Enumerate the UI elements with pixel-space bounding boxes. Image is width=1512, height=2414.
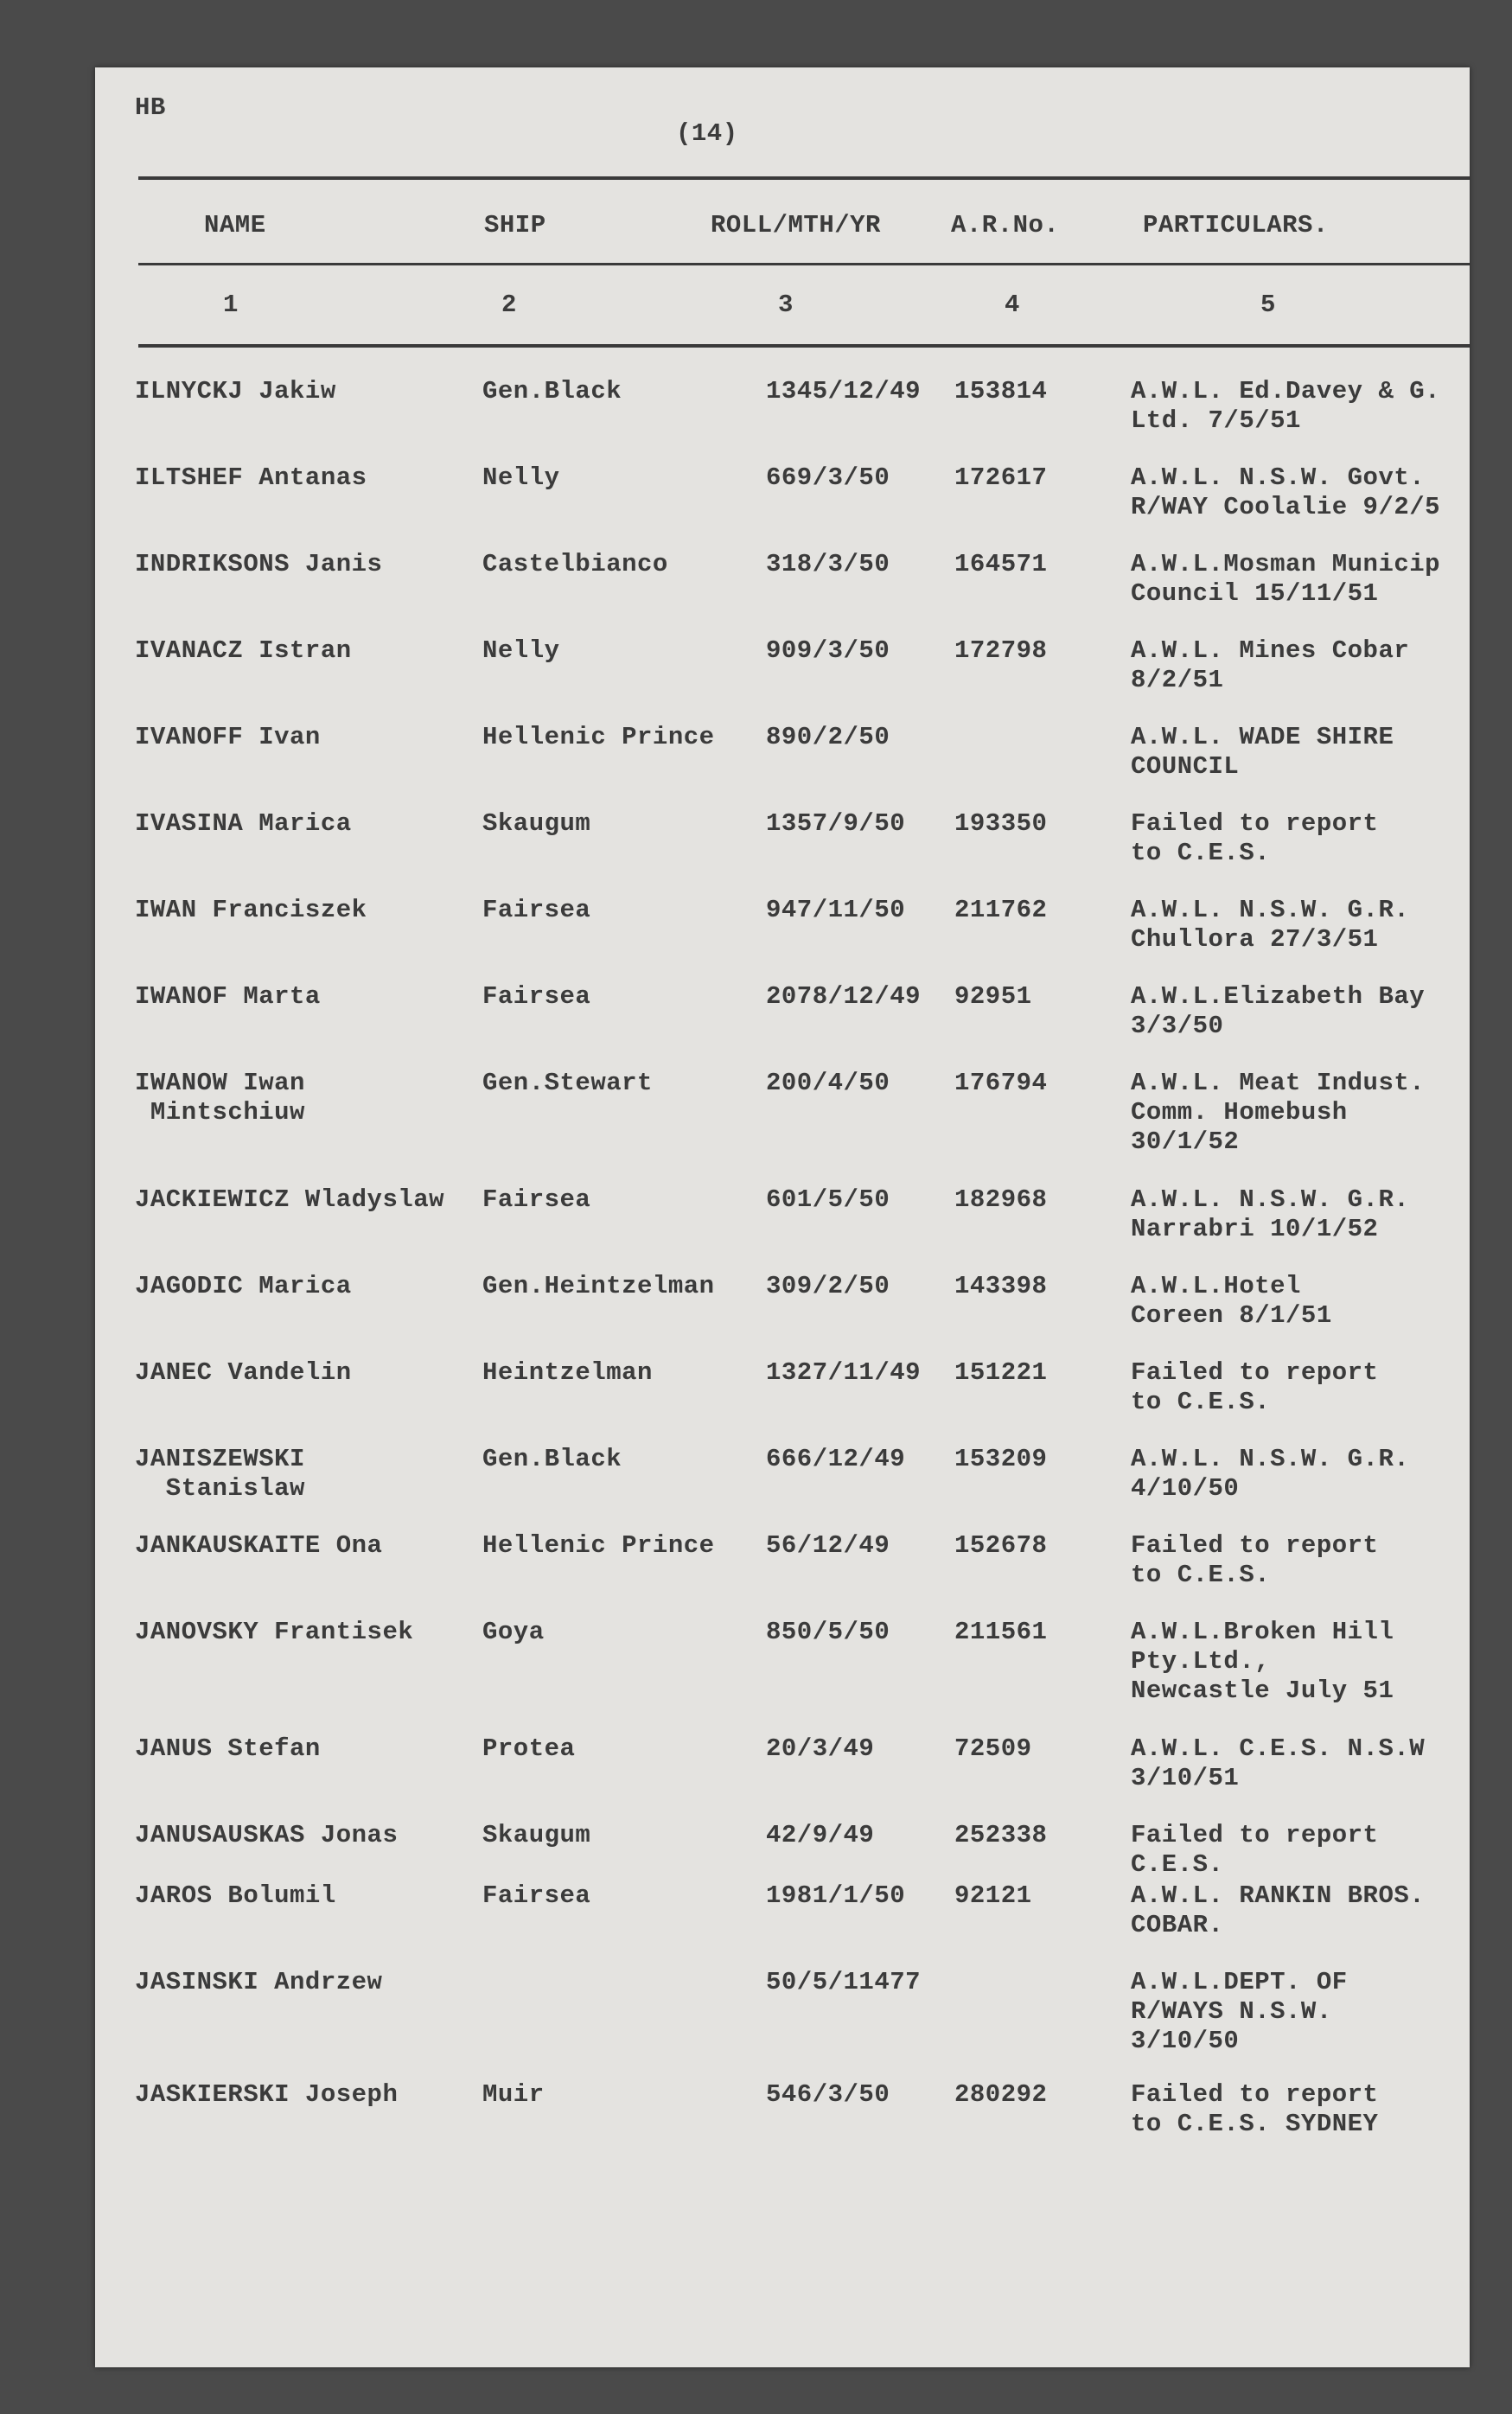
cell-ship: Castelbianco (482, 550, 668, 578)
cell-ar: 211762 (954, 896, 1048, 924)
cell-roll: 669/3/50 (766, 463, 890, 492)
cell-roll: 1327/11/49 (766, 1358, 922, 1387)
cell-particulars: Failed to report to C.E.S. SYDNEY (1131, 2080, 1379, 2138)
cell-roll: 1357/9/50 (766, 809, 906, 838)
cell-roll: 50/5/11477 (766, 1968, 922, 1996)
cell-ar: 153209 (954, 1445, 1048, 1473)
cell-name: JANEC Vandelin (135, 1358, 352, 1387)
cell-ship: Hellenic Prince (482, 723, 715, 751)
cell-particulars: A.W.L. Mines Cobar 8/2/51 (1131, 636, 1410, 694)
col-header-ship: SHIP (484, 211, 546, 239)
cell-name: IWANOF Marta (135, 982, 321, 1011)
cell-particulars: Failed to report to C.E.S. (1131, 1531, 1379, 1589)
col-number-2: 2 (501, 291, 517, 319)
cell-ship: Goya (482, 1618, 545, 1646)
cell-particulars: Failed to report C.E.S. (1131, 1821, 1379, 1879)
cell-particulars: A.W.L.Broken Hill Pty.Ltd., Newcastle July 51 (1131, 1618, 1394, 1705)
cell-particulars: A.W.L. N.S.W. G.R. Chullora 27/3/51 (1131, 896, 1410, 954)
cell-ar: 153814 (954, 377, 1048, 406)
cell-roll: 56/12/49 (766, 1531, 890, 1560)
cell-ar: 72509 (954, 1734, 1032, 1763)
cell-name: IWANOW Iwan Mintschiuw (135, 1069, 305, 1127)
cell-ar: 252338 (954, 1821, 1048, 1849)
page-number: (14) (676, 119, 738, 148)
cell-ar: 193350 (954, 809, 1048, 838)
cell-ship: Skaugum (482, 1821, 591, 1849)
cell-ar: 182968 (954, 1185, 1048, 1214)
cell-name: ILNYCKJ Jakiw (135, 377, 336, 406)
cell-roll: 200/4/50 (766, 1069, 890, 1097)
cell-ar: 176794 (954, 1069, 1048, 1097)
cell-ship: Gen.Heintzelman (482, 1272, 715, 1300)
cell-ar: 92951 (954, 982, 1032, 1011)
cell-particulars: A.W.L.Elizabeth Bay 3/3/50 (1131, 982, 1426, 1040)
col-number-4: 4 (1005, 291, 1020, 319)
cell-name: JANOVSKY Frantisek (135, 1618, 414, 1646)
cell-particulars: A.W.L.Hotel Coreen 8/1/51 (1131, 1272, 1332, 1330)
col-number-5: 5 (1260, 291, 1276, 319)
cell-ship: Hellenic Prince (482, 1531, 715, 1560)
cell-roll: 2078/12/49 (766, 982, 922, 1011)
header-bottom-rule (138, 344, 1470, 348)
cell-particulars: A.W.L. WADE SHIRE COUNCIL (1131, 723, 1394, 781)
cell-ar: 280292 (954, 2080, 1048, 2109)
cell-name: IWAN Franciszek (135, 896, 367, 924)
cell-name: JACKIEWICZ Wladyslaw (135, 1185, 445, 1214)
cell-name: ILTSHEF Antanas (135, 463, 367, 492)
cell-ship: Fairsea (482, 982, 591, 1011)
initials: HB (135, 93, 166, 122)
cell-ar: 151221 (954, 1358, 1048, 1387)
cell-ar: 211561 (954, 1618, 1048, 1646)
cell-roll: 546/3/50 (766, 2080, 890, 2109)
cell-roll: 20/3/49 (766, 1734, 875, 1763)
header-mid-rule (138, 263, 1470, 265)
cell-name: JASKIERSKI Joseph (135, 2080, 399, 2109)
cell-roll: 666/12/49 (766, 1445, 906, 1473)
cell-particulars: A.W.L. Meat Indust. Comm. Homebush 30/1/52 (1131, 1069, 1426, 1156)
cell-name: JANISZEWSKI Stanislaw (135, 1445, 305, 1503)
cell-particulars: A.W.L.Mosman Municip Council 15/11/51 (1131, 550, 1441, 608)
cell-ar: 164571 (954, 550, 1048, 578)
cell-ship: Gen.Black (482, 377, 622, 406)
cell-ar: 172617 (954, 463, 1048, 492)
cell-particulars: Failed to report to C.E.S. (1131, 809, 1379, 867)
cell-name: JANUSAUSKAS Jonas (135, 1821, 399, 1849)
cell-particulars: A.W.L.DEPT. OF R/WAYS N.S.W. 3/10/50 (1131, 1968, 1348, 2055)
cell-roll: 601/5/50 (766, 1185, 890, 1214)
header-top-rule (138, 176, 1470, 180)
cell-ship: Heintzelman (482, 1358, 653, 1387)
cell-particulars: A.W.L. RANKIN BROS. COBAR. (1131, 1881, 1426, 1939)
cell-particulars: A.W.L. C.E.S. N.S.W 3/10/51 (1131, 1734, 1426, 1792)
cell-particulars: A.W.L. N.S.W. G.R. 4/10/50 (1131, 1445, 1410, 1503)
cell-ship: Muir (482, 2080, 545, 2109)
cell-ar: 92121 (954, 1881, 1032, 1910)
cell-name: INDRIKSONS Janis (135, 550, 383, 578)
cell-roll: 1345/12/49 (766, 377, 922, 406)
cell-roll: 850/5/50 (766, 1618, 890, 1646)
cell-roll: 318/3/50 (766, 550, 890, 578)
cell-ship: Gen.Black (482, 1445, 622, 1473)
cell-ship: Nelly (482, 463, 560, 492)
col-header-particulars: PARTICULARS. (1143, 211, 1329, 239)
cell-name: JANUS Stefan (135, 1734, 321, 1763)
cell-roll: 309/2/50 (766, 1272, 890, 1300)
cell-roll: 890/2/50 (766, 723, 890, 751)
cell-name: IVANACZ Istran (135, 636, 352, 665)
col-header-name: NAME (204, 211, 266, 239)
cell-ship: Nelly (482, 636, 560, 665)
cell-particulars: A.W.L. N.S.W. G.R. Narrabri 10/1/52 (1131, 1185, 1410, 1243)
cell-ship: Fairsea (482, 1881, 591, 1910)
cell-roll: 42/9/49 (766, 1821, 875, 1849)
cell-roll: 909/3/50 (766, 636, 890, 665)
cell-particulars: Failed to report to C.E.S. (1131, 1358, 1379, 1416)
cell-ship: Protea (482, 1734, 576, 1763)
cell-ar: 152678 (954, 1531, 1048, 1560)
cell-name: JAROS Bolumil (135, 1881, 336, 1910)
document-page (95, 67, 1470, 2367)
cell-particulars: A.W.L. Ed.Davey & G. Ltd. 7/5/51 (1131, 377, 1441, 435)
cell-name: IVASINA Marica (135, 809, 352, 838)
cell-roll: 1981/1/50 (766, 1881, 906, 1910)
col-number-1: 1 (223, 291, 239, 319)
cell-name: IVANOFF Ivan (135, 723, 321, 751)
cell-ship: Gen.Stewart (482, 1069, 653, 1097)
cell-name: JASINSKI Andrzew (135, 1968, 383, 1996)
cell-roll: 947/11/50 (766, 896, 906, 924)
cell-ship: Fairsea (482, 896, 591, 924)
col-number-3: 3 (778, 291, 794, 319)
cell-ship: Skaugum (482, 809, 591, 838)
cell-ar: 143398 (954, 1272, 1048, 1300)
cell-ship: Fairsea (482, 1185, 591, 1214)
cell-name: JANKAUSKAITE Ona (135, 1531, 383, 1560)
col-header-roll: ROLL/MTH/YR (711, 211, 881, 239)
col-header-ar: A.R.No. (951, 211, 1060, 239)
cell-particulars: A.W.L. N.S.W. Govt. R/WAY Coolalie 9/2/5 (1131, 463, 1441, 521)
cell-name: JAGODIC Marica (135, 1272, 352, 1300)
cell-ar: 172798 (954, 636, 1048, 665)
